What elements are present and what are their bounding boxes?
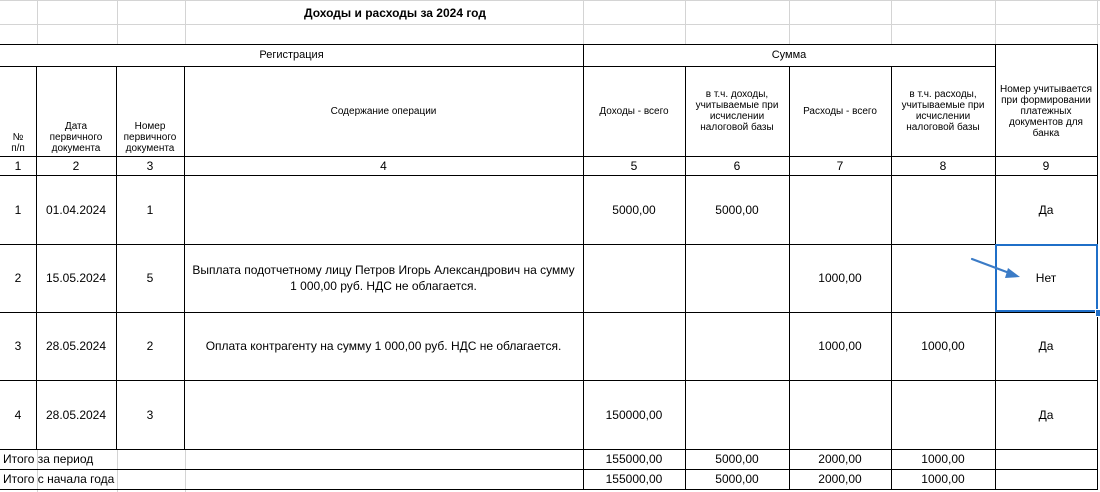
cell-income-taxable[interactable]: 5000,00 xyxy=(715,202,759,217)
cell-bank-flag[interactable]: Да xyxy=(1038,339,1054,353)
annotation-arrow-icon xyxy=(960,250,1030,285)
col-number-3: 3 xyxy=(146,158,154,173)
cell-expense-taxable[interactable]: 1000,00 xyxy=(921,339,965,353)
cell-doc-number[interactable]: 1 xyxy=(146,202,154,217)
cell-income-total[interactable] xyxy=(583,312,685,380)
cell-bank-flag[interactable]: Нет xyxy=(1035,271,1057,285)
total-ytd-income[interactable]: 155000,00 xyxy=(605,472,663,486)
cell-doc-number[interactable]: 2 xyxy=(146,339,154,353)
cell-income-taxable[interactable] xyxy=(685,312,789,380)
cell-doc-number[interactable]: 3 xyxy=(146,407,154,422)
cell-income-total[interactable] xyxy=(583,244,685,312)
total-ytd-income-taxable[interactable]: 5000,00 xyxy=(715,472,759,486)
cell-operation-content[interactable]: Выплата подотчетному лицу Петров Игорь Александрович на сумму 1 000,00 руб. НДС не облагается. xyxy=(192,263,575,293)
cell-doc-date[interactable]: 01.04.2024 xyxy=(45,202,107,217)
total-period-income[interactable]: 155000,00 xyxy=(605,452,663,466)
col-number-7: 7 xyxy=(836,158,844,173)
col-number-6: 6 xyxy=(733,158,741,173)
cell-expense-total[interactable]: 1000,00 xyxy=(818,271,862,285)
cell-doc-date[interactable]: 28.05.2024 xyxy=(45,407,107,422)
col-number-9: 9 xyxy=(1042,158,1050,173)
col-number-1: 1 xyxy=(14,158,22,173)
cell-expense-total[interactable]: 1000,00 xyxy=(818,339,862,353)
col-number-8: 8 xyxy=(939,158,947,173)
cell-operation-content[interactable]: Оплата контрагенту на сумму 1 000,00 руб. НДС не облагается. xyxy=(205,339,562,353)
report-title: Доходы и расходы за 2024 год xyxy=(304,5,486,20)
total-period-expense-taxable[interactable]: 1000,00 xyxy=(921,452,965,466)
cell-expense-taxable[interactable] xyxy=(891,380,995,449)
col-number-2: 2 xyxy=(72,158,80,173)
cell-income-total[interactable]: 150000,00 xyxy=(605,407,663,422)
cell-doc-number[interactable]: 5 xyxy=(146,271,154,285)
col-number-5: 5 xyxy=(630,158,638,173)
total-period-income-taxable[interactable]: 5000,00 xyxy=(715,452,759,466)
header-expense-taxable: в т.ч. расходы, учитываемые при исчислении налоговой базы xyxy=(901,89,985,133)
cell-row-number[interactable]: 4 xyxy=(14,407,22,422)
total-ytd-label: Итого с начала года xyxy=(3,472,115,486)
cell-row-number[interactable]: 3 xyxy=(14,339,22,353)
cell-bank-flag[interactable]: Да xyxy=(1038,202,1054,217)
header-income-taxable: в т.ч. доходы, учитываемые при исчислении налоговой базы xyxy=(695,89,779,133)
total-period-expense[interactable]: 2000,00 xyxy=(818,452,862,466)
header-bank-number: Номер учитывается при формировании платежных документов для банка xyxy=(1000,83,1092,139)
group-header-sum: Сумма xyxy=(771,49,807,61)
cell-operation-content[interactable] xyxy=(184,175,583,244)
header-doc-number: Номер первичного документа xyxy=(123,121,177,154)
header-doc-date: Дата первичного документа xyxy=(49,121,103,154)
header-operation-content: Содержание операции xyxy=(330,106,437,117)
total-ytd-expense-taxable[interactable]: 1000,00 xyxy=(921,472,965,486)
cell-expense-total[interactable] xyxy=(789,380,891,449)
cell-bank-flag[interactable]: Да xyxy=(1038,407,1054,422)
header-income-total: Доходы - всего xyxy=(599,105,669,117)
header-row-number: № п/п xyxy=(11,132,25,154)
total-ytd-expense[interactable]: 2000,00 xyxy=(818,472,862,486)
cell-income-total[interactable]: 5000,00 xyxy=(612,202,656,217)
header-expense-total: Расходы - всего xyxy=(803,105,877,117)
cell-income-taxable[interactable] xyxy=(685,244,789,312)
col-number-4: 4 xyxy=(380,158,387,173)
cell-row-number[interactable]: 2 xyxy=(14,271,22,285)
cell-row-number[interactable]: 1 xyxy=(14,202,22,217)
cell-income-taxable[interactable] xyxy=(685,380,789,449)
group-header-registration: Регистрация xyxy=(259,49,324,61)
cell-expense-total[interactable] xyxy=(789,175,891,244)
cell-expense-taxable[interactable] xyxy=(891,175,995,244)
cell-doc-date[interactable]: 15.05.2024 xyxy=(45,271,107,285)
fill-handle[interactable] xyxy=(1095,309,1100,317)
cell-doc-date[interactable]: 28.05.2024 xyxy=(45,339,107,353)
cell-operation-content[interactable] xyxy=(184,380,583,449)
total-period-label: Итого за период xyxy=(3,452,94,466)
